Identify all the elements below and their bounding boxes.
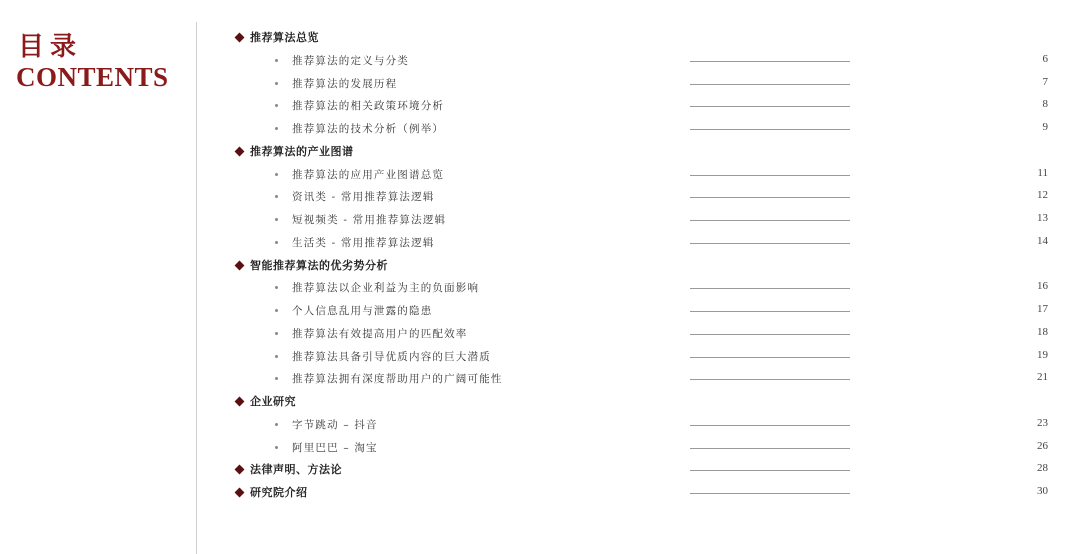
toc-page-number: 19 [1037,348,1048,361]
leader-line [690,220,850,221]
toc-page-number: 28 [1037,462,1048,475]
toc-section-row[interactable] [0,142,1080,162]
toc-entry-row[interactable] [0,301,1080,321]
diamond-bullet-icon [235,488,245,498]
leader-line [690,493,850,494]
toc-page-number: 30 [1037,485,1048,497]
toc-page-number: 12 [1037,189,1048,202]
leader-line [690,84,850,85]
leader-line [690,357,850,358]
toc-page-number: 23 [1037,416,1048,429]
toc-entry-row[interactable] [0,74,1080,94]
toc-section-row[interactable] [0,28,1080,48]
toc-section-label: 智能推荐算法的优劣势分析 [250,258,388,272]
toc-page-number: 14 [1037,234,1048,247]
leader-line [690,425,850,426]
dot-bullet-icon [275,423,278,426]
toc-section-label: 企业研究 [250,395,296,408]
toc-entry-row[interactable] [0,210,1080,230]
dot-bullet-icon [275,195,278,198]
leader-line [690,379,850,380]
toc-entry-row[interactable] [0,324,1080,344]
toc-entry-label: 推荐算法的定义与分类 [292,54,409,67]
dot-bullet-icon [275,82,278,85]
leader-line [690,175,850,176]
toc-section-label: 推荐算法总览 [250,31,319,44]
toc-section-row[interactable] [0,483,1080,503]
toc-entry-row[interactable] [0,96,1080,116]
toc-entry-row[interactable] [0,369,1080,389]
page-title-en: CONTENTS [16,62,169,92]
toc-entry-row[interactable] [0,415,1080,435]
toc-entry-label: 字节跳动 – 抖音 [292,418,378,431]
toc-entry-row[interactable] [0,347,1080,367]
dot-bullet-icon [275,286,278,289]
toc-page-number: 21 [1037,371,1048,384]
toc-section-row[interactable] [0,392,1080,412]
toc-page-number: 11 [1037,166,1048,179]
toc-page-number: 26 [1037,439,1048,452]
diamond-bullet-icon [235,260,245,270]
toc-section-label: 推荐算法的产业图谱 [250,144,354,158]
toc-entry-label: 推荐算法的相关政策环境分析 [292,100,445,113]
toc-entry-row[interactable] [0,165,1080,185]
leader-line [690,470,850,471]
leader-line [690,334,850,335]
toc-page-number: 18 [1037,325,1048,338]
toc-page-number: 13 [1037,212,1048,224]
toc-entry-label: 推荐算法拥有深度帮助用户的广阔可能性 [292,373,503,386]
dot-bullet-icon [275,59,278,62]
leader-line [690,106,850,107]
toc-entry-label: 推荐算法的发展历程 [292,77,398,90]
diamond-bullet-icon [235,397,245,407]
toc-section-label: 法律声明、方法论 [250,463,342,477]
toc-entry-label: 个人信息乱用与泄露的隐患 [292,305,433,317]
toc-entry-row[interactable] [0,51,1080,71]
toc-entry-label: 推荐算法的应用产业图谱总览 [292,168,445,181]
leader-line [690,288,850,289]
leader-line [690,61,850,62]
toc-entry-label: 资讯类 - 常用推荐算法逻辑 [292,191,435,204]
dot-bullet-icon [275,241,278,244]
toc-entry-row[interactable] [0,119,1080,139]
leader-line [690,448,850,449]
toc-page-number: 17 [1037,303,1048,315]
page-title-cn: 目录 [18,32,83,62]
toc-page-number: 16 [1037,280,1048,293]
toc-entry-label: 推荐算法有效提高用户的匹配效率 [292,327,468,340]
toc-entry-label: 推荐算法具备引导优质内容的巨大潜质 [292,350,491,363]
toc-entry-label: 推荐算法的技术分析（例举） [292,123,445,135]
leader-line [690,197,850,198]
toc-entry-label: 推荐算法以企业利益为主的负面影响 [292,282,480,295]
toc-section-row[interactable] [0,460,1080,480]
dot-bullet-icon [275,355,278,358]
dot-bullet-icon [275,173,278,176]
dot-bullet-icon [275,446,278,449]
toc-entry-row[interactable] [0,438,1080,458]
diamond-bullet-icon [235,146,245,156]
toc-entry-label: 阿里巴巴 – 淘宝 [292,441,378,454]
toc-page-number: 6 [1042,52,1048,65]
dot-bullet-icon [275,309,278,312]
toc-page-number: 8 [1042,98,1048,111]
dot-bullet-icon [275,127,278,130]
toc-page-number: 7 [1042,75,1048,88]
toc-page-number: 9 [1042,121,1048,133]
dot-bullet-icon [275,104,278,107]
leader-line [690,129,850,130]
toc-entry-row[interactable] [0,233,1080,253]
toc-entry-label: 生活类 - 常用推荐算法逻辑 [292,236,435,249]
dot-bullet-icon [275,218,278,221]
dot-bullet-icon [275,377,278,380]
toc-entry-label: 短视频类 - 常用推荐算法逻辑 [292,214,447,226]
diamond-bullet-icon [235,465,245,475]
dot-bullet-icon [275,332,278,335]
toc-section-row[interactable] [0,256,1080,276]
leader-line [690,311,850,312]
diamond-bullet-icon [235,33,245,43]
toc-entry-row[interactable] [0,187,1080,207]
leader-line [690,243,850,244]
toc-entry-row[interactable] [0,278,1080,298]
toc-section-label: 研究院介绍 [250,486,308,499]
